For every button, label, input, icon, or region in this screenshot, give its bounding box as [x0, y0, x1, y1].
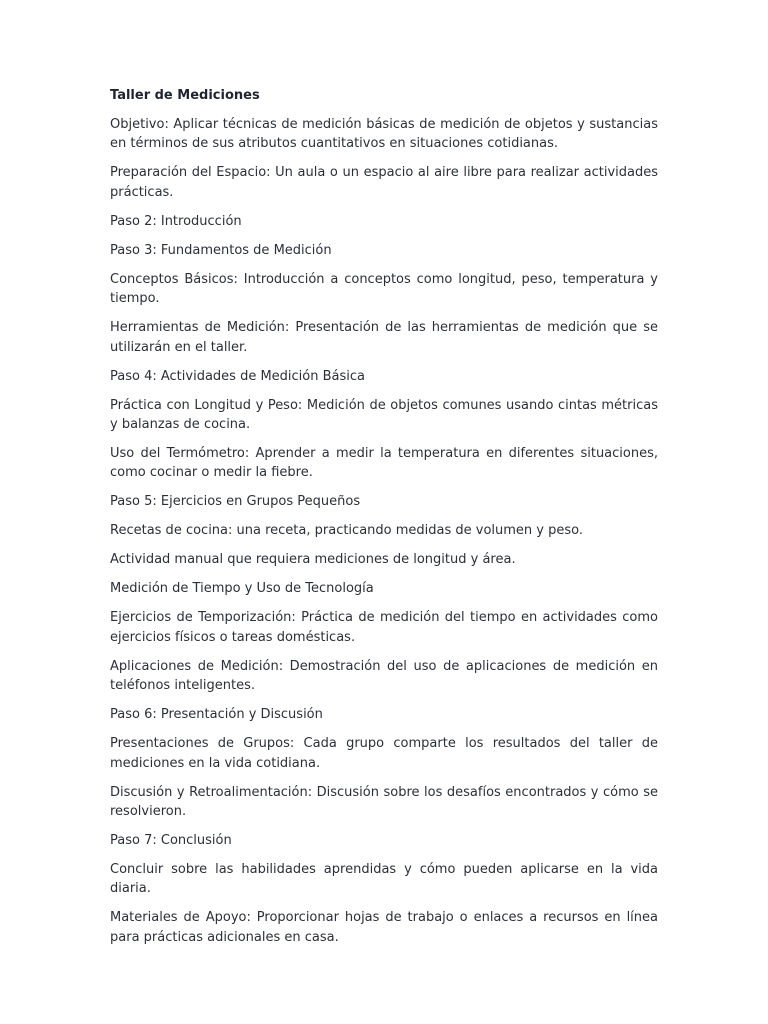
document-title: Taller de Mediciones [110, 88, 260, 103]
paragraph-termometro: Uso del Termómetro: Aprender a medir la temperatura en diferentes situaciones, como cocinar o medir la fiebre. [110, 446, 658, 481]
paragraph-herramientas: Herramientas de Medición: Presentación de las herramientas de medición que se utilizarán en el taller. [110, 320, 658, 355]
paragraph-objetivo: Objetivo: Aplicar técnicas de medición básicas de medición de objetos y sustancias en términos de sus atributos cuantitativos en situaciones cotidianas. [110, 117, 658, 152]
paragraph-paso-3: Paso 3: Fundamentos de Medición [110, 242, 332, 258]
paragraph-temporizacion: Ejercicios de Temporización: Práctica de medición del tiempo en actividades como ejercicios físicos o tareas domésticas. [110, 610, 658, 645]
paragraph-concluir: Concluir sobre las habilidades aprendidas y cómo pueden aplicarse en la vida diaria. [110, 862, 658, 897]
paragraph-paso-5: Paso 5: Ejercicios en Grupos Pequeños [110, 494, 361, 510]
paragraph-presentaciones: Presentaciones de Grupos: Cada grupo comparte los resultados del taller de mediciones en la vida cotidiana. [110, 736, 658, 771]
paragraph-aplicaciones: Aplicaciones de Medición: Demostración del uso de aplicaciones de medición en teléfonos inteligentes. [110, 658, 658, 694]
paragraph-longitud-peso: Práctica con Longitud y Peso: Medición de objetos comunes usando cintas métricas y balanzas de cocina. [110, 397, 658, 433]
paragraph-medicion-tiempo: Medición de Tiempo y Uso de Tecnología [110, 581, 374, 597]
paragraph-materiales: Materiales de Apoyo: Proporcionar hojas de trabajo o enlaces a recursos en línea para prácticas adicionales en casa. [110, 910, 658, 945]
paragraph-discusion: Discusión y Retroalimentación: Discusión sobre los desafíos encontrados y cómo se resolvieron. [110, 784, 658, 820]
paragraph-conceptos: Conceptos Básicos: Introducción a conceptos como longitud, peso, temperatura y tiempo. [110, 271, 658, 307]
document-page [110, 86, 658, 957]
paragraph-paso-7: Paso 7: Conclusión [110, 833, 232, 849]
paragraph-paso-6: Paso 6: Presentación y Discusión [110, 707, 323, 723]
paragraph-preparacion: Preparación del Espacio: Un aula o un espacio al aire libre para realizar actividades prácticas. [110, 165, 658, 200]
paragraph-actividad-manual: Actividad manual que requiera mediciones de longitud y área. [110, 552, 516, 568]
paragraph-recetas: Recetas de cocina: una receta, practicando medidas de volumen y peso. [110, 523, 584, 539]
paragraph-paso-2: Paso 2: Introducción [110, 213, 242, 229]
paragraph-paso-4: Paso 4: Actividades de Medición Básica [110, 368, 365, 384]
